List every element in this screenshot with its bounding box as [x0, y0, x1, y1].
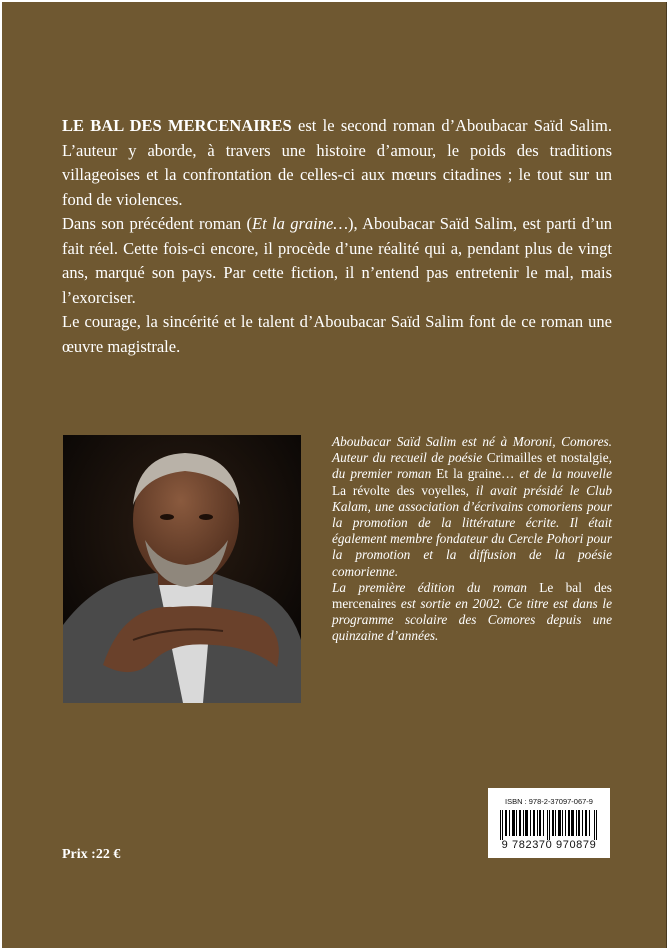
work-title: Le bal des mercenaires	[332, 579, 612, 612]
summary-paragraph-1: LE BAL DES MERCENAIRES est le second roman d’Aboubacar Saïd Salim. L’auteur y aborde, à travers une histoire d’amour, le poids des traditions villageoises et la confrontation de celles-ci aux mœurs citadines ; le tout sur un fond de violences.	[62, 116, 612, 209]
book-back-cover	[2, 2, 667, 948]
author-biography	[332, 434, 612, 645]
book-title: LE BAL DES MERCENAIRES	[62, 116, 292, 135]
isbn-label: ISBN : 978-2-37097-067-9	[505, 797, 593, 806]
bio-paragraph-2: La première édition du roman Le bal des mercenaires est sortie en 2002. Ce titre est dans le programme scolaire des Comores depuis une quinzaine d’années.	[332, 579, 612, 644]
summary-paragraph-3: Le courage, la sincérité et le talent d’Aboubacar Saïd Salim font de ce roman une œuvre magistrale.	[62, 312, 612, 356]
price-label: Prix :22 €	[62, 847, 121, 862]
summary-paragraph-2: Dans son précédent roman (Et la graine…), Aboubacar Saïd Salim, est parti d’un fait réel. Cette fois-ci encore, il procède d’une réalité qui a, pendant plus de vingt ans, marqué son pays. Par cette fiction, il n’entend pas entretenir le mal, mais l’exorciser.	[62, 214, 612, 307]
author-photo	[63, 435, 301, 703]
isbn-barcode	[488, 788, 610, 858]
work-title: Et la graine…	[436, 466, 515, 482]
summary-text	[62, 114, 612, 359]
work-title: Crimailles et nostalgie	[486, 450, 609, 466]
work-title: La révolte des voyelles	[332, 482, 466, 498]
previous-novel-title: Et la graine…	[252, 214, 348, 233]
bio-paragraph-1: Aboubacar Saïd Salim est né à Moroni, Comores. Auteur du recueil de poésie Crimailles et nostalgie, du premier roman Et la graine… et de la nouvelle La révolte des voyelles, il avait présidé le Club Kalam, une association d’écrivains comoriens pour la promotion de la littérature écrite. Il était également membre fondateur du Cercle Pohori pour la promotion et la diffusion de la poésie comorienne.	[332, 434, 612, 579]
barcode-bars	[500, 810, 598, 840]
barcode-digits: 9 782370 970879	[501, 839, 597, 851]
